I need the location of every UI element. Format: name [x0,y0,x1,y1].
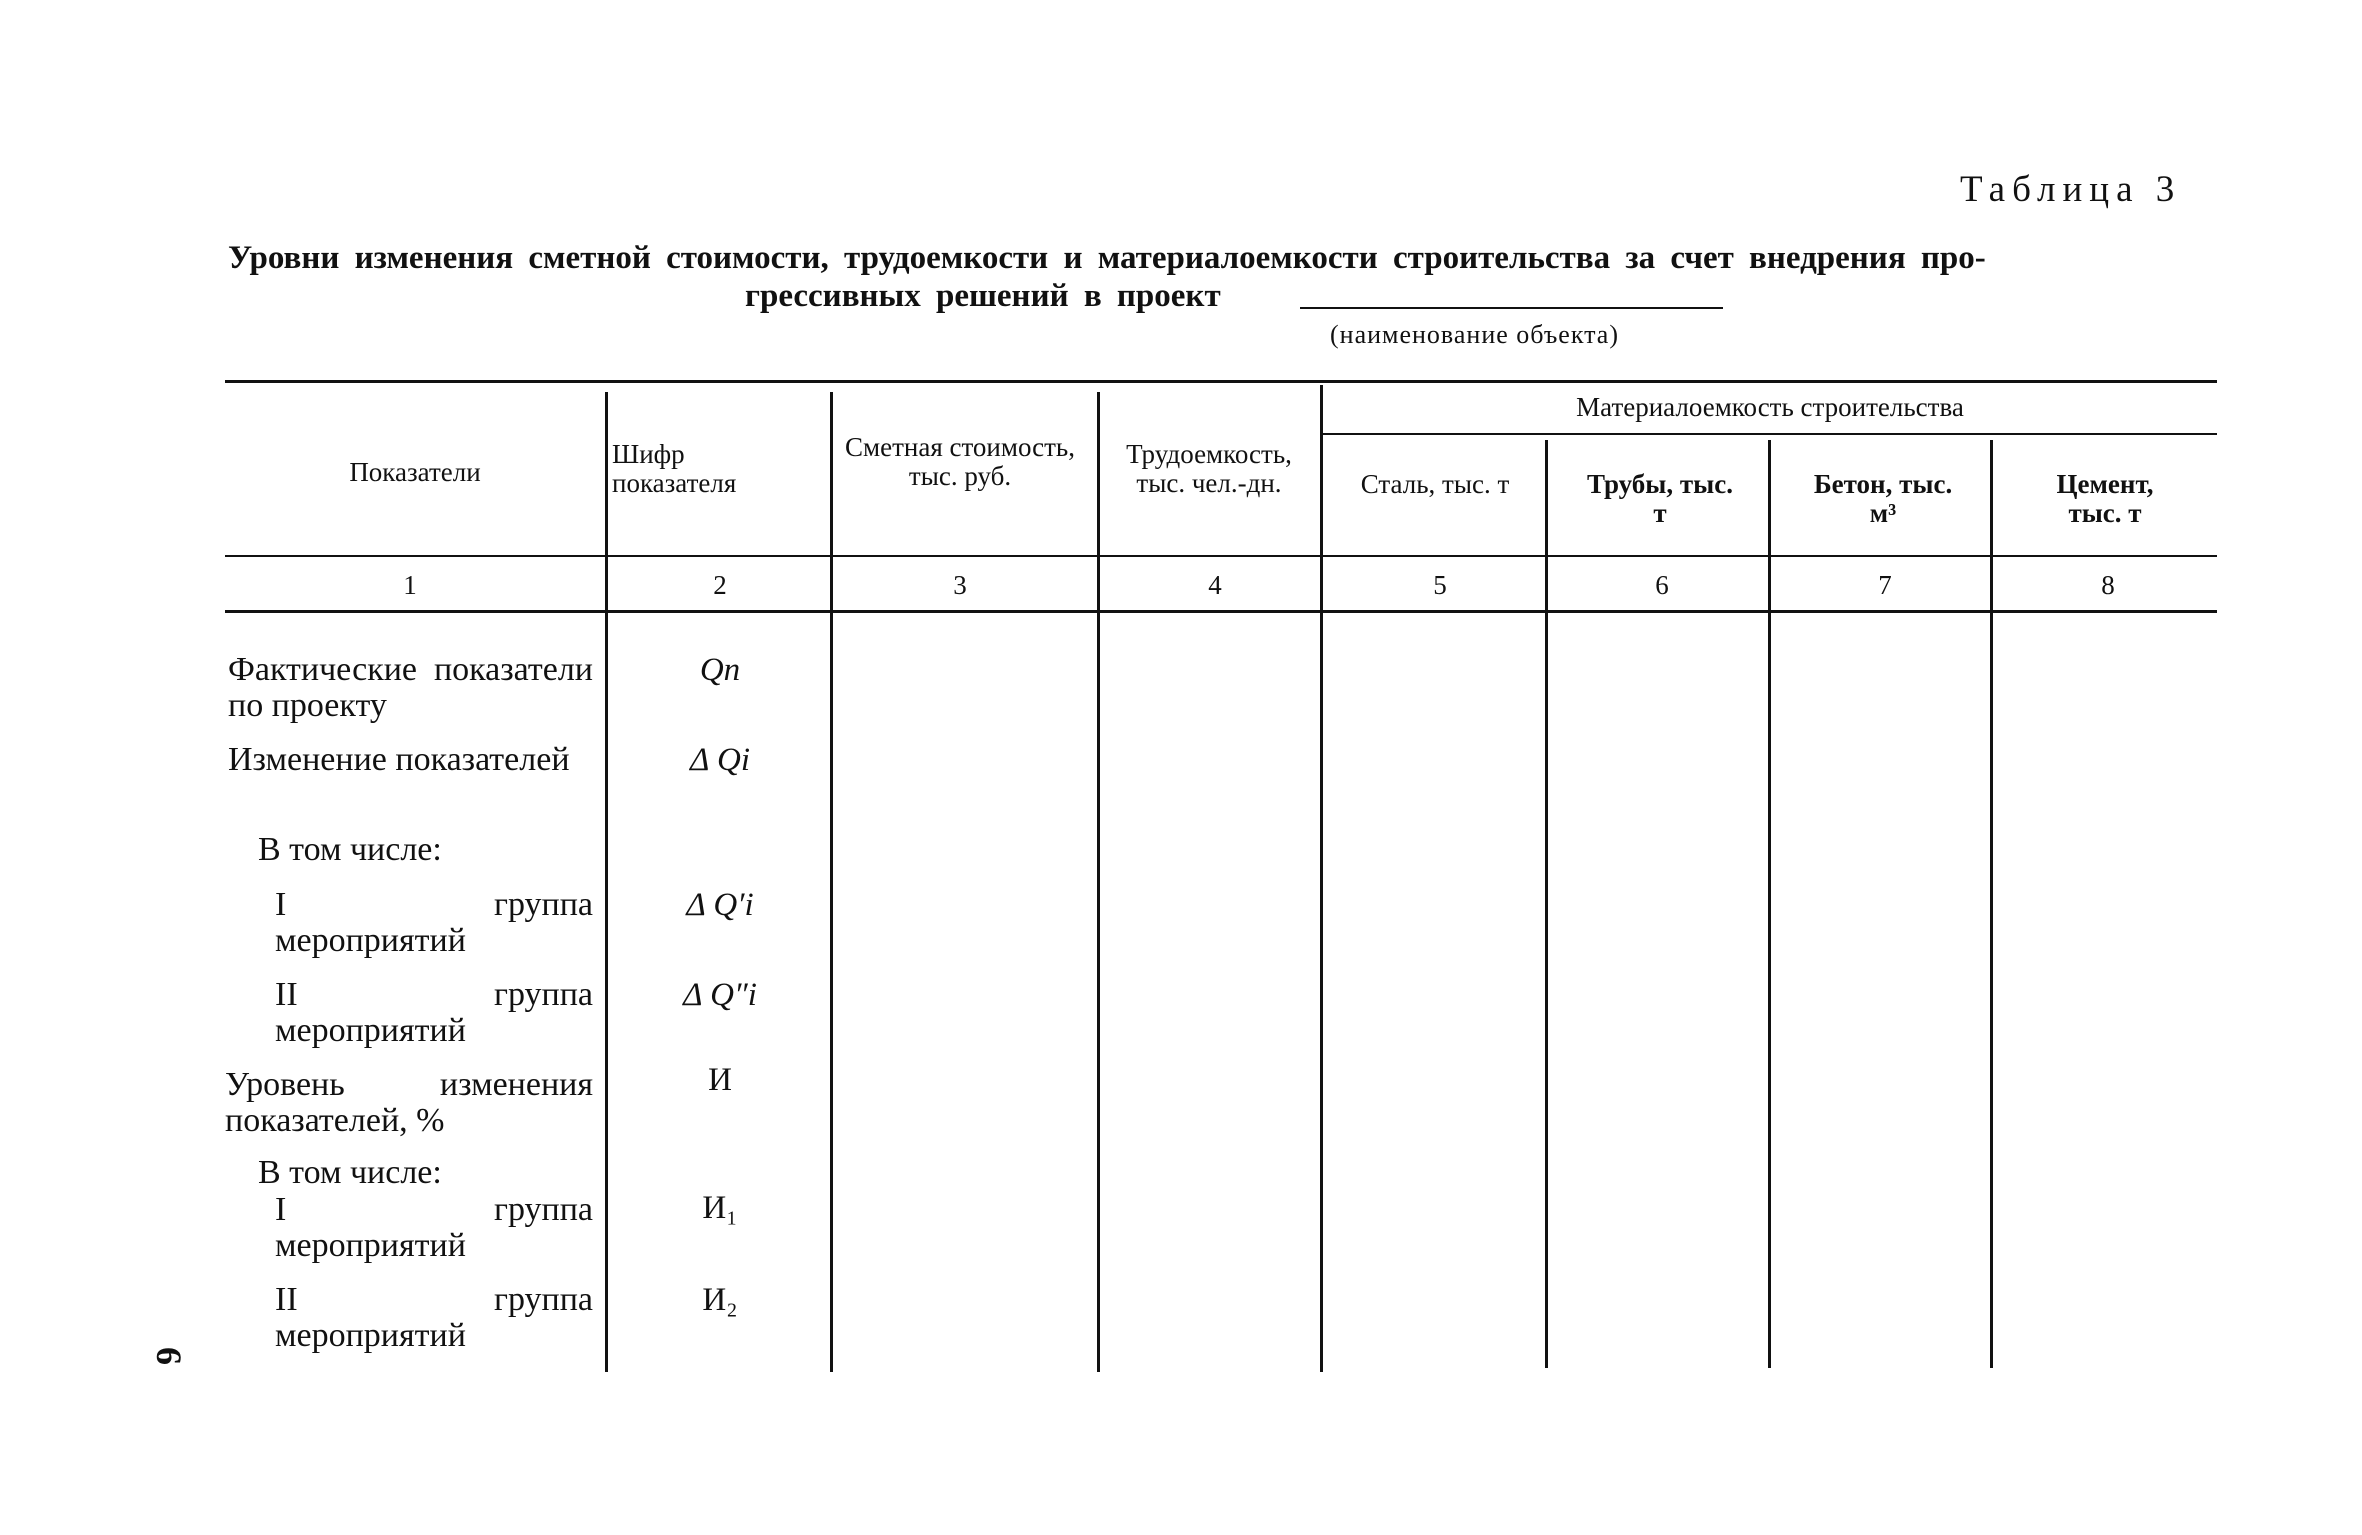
header-concrete: Бетон, тыс. м³ [1813,469,1953,528]
row-code: И₁ [702,1190,738,1226]
row-code: Δ Q″i [683,977,757,1013]
row-label-indicator-change: Изменение показателей [228,741,570,778]
column-divider [1768,440,1771,1368]
row-label-actual-indicators: Фактические показатели по проекту [228,651,593,724]
column-number: 6 [1655,570,1669,600]
column-number: 4 [1208,570,1222,600]
numbers-bottom-rule [225,610,2217,613]
header-materials-group: Материалоемкость строительства [1576,392,1964,422]
column-divider [1990,440,1993,1368]
header-indicators: Показатели [349,457,481,487]
row-code: Δ Q′i [686,887,754,923]
column-divider [605,392,608,1372]
table-title-line-2: грессивных решений в проект [745,278,1221,314]
page-number: 6 [149,1347,189,1365]
row-label-including: В том числе: [258,831,442,868]
header-pipes: Трубы, тыс. т [1587,469,1733,528]
table-label: Таблица 3 [1960,169,2182,210]
row-code: И [708,1062,732,1098]
header-labor-intensity: Трудоемкость, тыс. чел.-дн. [1126,439,1292,498]
table-title-line-1: Уровни изменения сметной стоимости, трудоемкости и материалоемкости строительства за счет внедрения про- [228,240,1986,276]
row-label-change-level: Уровень изменения показателей, % [225,1066,593,1139]
column-divider [1320,385,1323,1372]
column-number: 7 [1878,570,1892,600]
header-cement: Цемент, тыс. т [2056,469,2154,528]
row-code: Qп [699,652,741,688]
header-code: Шифр показателя [612,439,737,498]
column-number: 3 [953,570,967,600]
header-steel: Сталь, тыс. т [1360,469,1510,499]
row-label-including: В том числе: [258,1154,442,1191]
row-label-group-2: II группа мероприятий [275,1281,593,1354]
column-number: 8 [2101,570,2115,600]
column-number: 1 [403,570,417,600]
column-divider [1097,392,1100,1372]
header-bottom-rule [225,555,2217,557]
materials-group-rule [1320,433,2217,435]
row-label-group-1: I группа мероприятий [275,1191,593,1264]
column-divider [830,392,833,1372]
row-label-group-2: II группа мероприятий [275,976,593,1049]
row-code: И₂ [702,1282,738,1318]
table-top-rule [225,380,2217,383]
row-label-group-1: I группа мероприятий [275,886,593,959]
column-number: 2 [713,570,727,600]
object-name-blank [1300,307,1723,309]
header-estimated-cost: Сметная стоимость, тыс. руб. [845,432,1075,491]
object-name-caption: (наименование объекта) [1330,320,1620,349]
column-number: 5 [1433,570,1447,600]
column-divider [1545,440,1548,1368]
row-code: Δ Qi [689,742,751,778]
